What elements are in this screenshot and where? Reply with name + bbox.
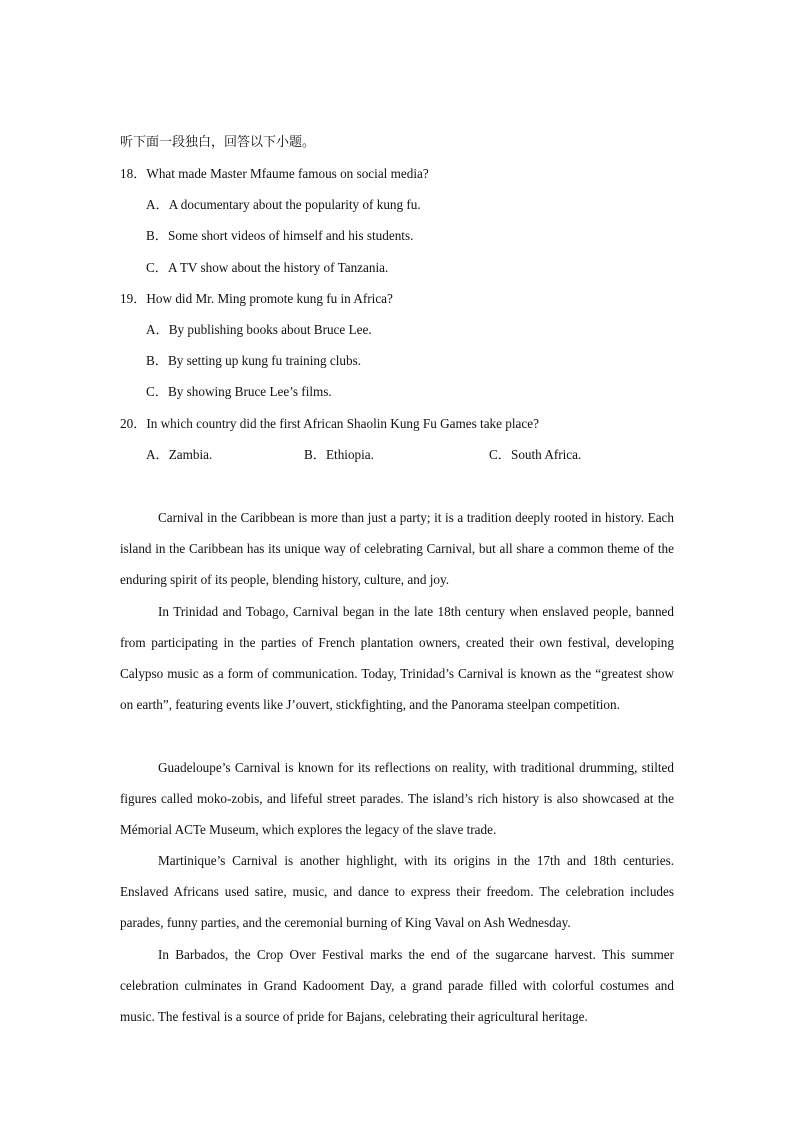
question-20-stem: 20．In which country did the first African Shaolin Kung Fu Games take place? xyxy=(120,416,539,431)
question-19-option-b: B．By setting up kung fu training clubs. xyxy=(146,353,362,368)
passage-paragraph: Carnival in the Caribbean is more than just a party; it is a tradition deeply rooted in history. Each island in the Caribbean has its unique way of celebrating Carnival, but all share a common theme of the enduring spirit of its people, blending history, culture, and joy. xyxy=(120,510,674,587)
passage-paragraph: Guadeloupe’s Carnival is known for its reflections on reality, with traditional drumming, stilted figures called moko-zobis, and lifeful street parades. The island’s rich history is also showcased at the Mémorial ACTe Museum, which explores the legacy of the slave trade. xyxy=(120,760,674,837)
question-20-option-a: A．Zambia. xyxy=(146,447,213,462)
question-19-option-c: C．By showing Bruce Lee’s films. xyxy=(146,384,332,399)
question-18-stem: 18．What made Master Mfaume famous on social media? xyxy=(120,166,429,181)
question-18-option-b: B．Some short videos of himself and his students. xyxy=(146,228,414,243)
question-18-option-c: C．A TV show about the history of Tanzania. xyxy=(146,260,389,275)
question-20-option-c: C．South Africa. xyxy=(489,447,582,462)
passage-paragraph: In Barbados, the Crop Over Festival marks the end of the sugarcane harvest. This summer celebration culminates in Grand Kadooment Day, a grand parade filled with colorful costumes and music. The festival is a source of pride for Bajans, celebrating their agricultural heritage. xyxy=(120,947,674,1024)
question-19-option-a: A．By publishing books about Bruce Lee. xyxy=(146,322,372,337)
section-instruction: 听下面一段独白，回答以下小题。 xyxy=(120,135,316,150)
passage-paragraph: In Trinidad and Tobago, Carnival began in the late 18th century when enslaved people, banned from participating in the parties of French plantation owners, created their own festival, developing Calypso music as a form of communication. Today, Trinidad’s Carnival is known as the “greatest show on earth”, featuring events like J’ouvert, stickfighting, and the Panorama steelpan competition. xyxy=(120,604,674,712)
question-19-stem: 19．How did Mr. Ming promote kung fu in Africa? xyxy=(120,291,393,306)
passage-paragraph: Martinique’s Carnival is another highlight, with its origins in the 17th and 18th centuries. Enslaved Africans used satire, music, and dance to express their freedom. The celebration includes parades, funny parties, and the ceremonial burning of King Vaval on Ash Wednesday. xyxy=(120,853,674,930)
question-20-option-b: B．Ethiopia. xyxy=(304,447,374,462)
question-18-option-a: A．A documentary about the popularity of kung fu. xyxy=(146,197,421,212)
